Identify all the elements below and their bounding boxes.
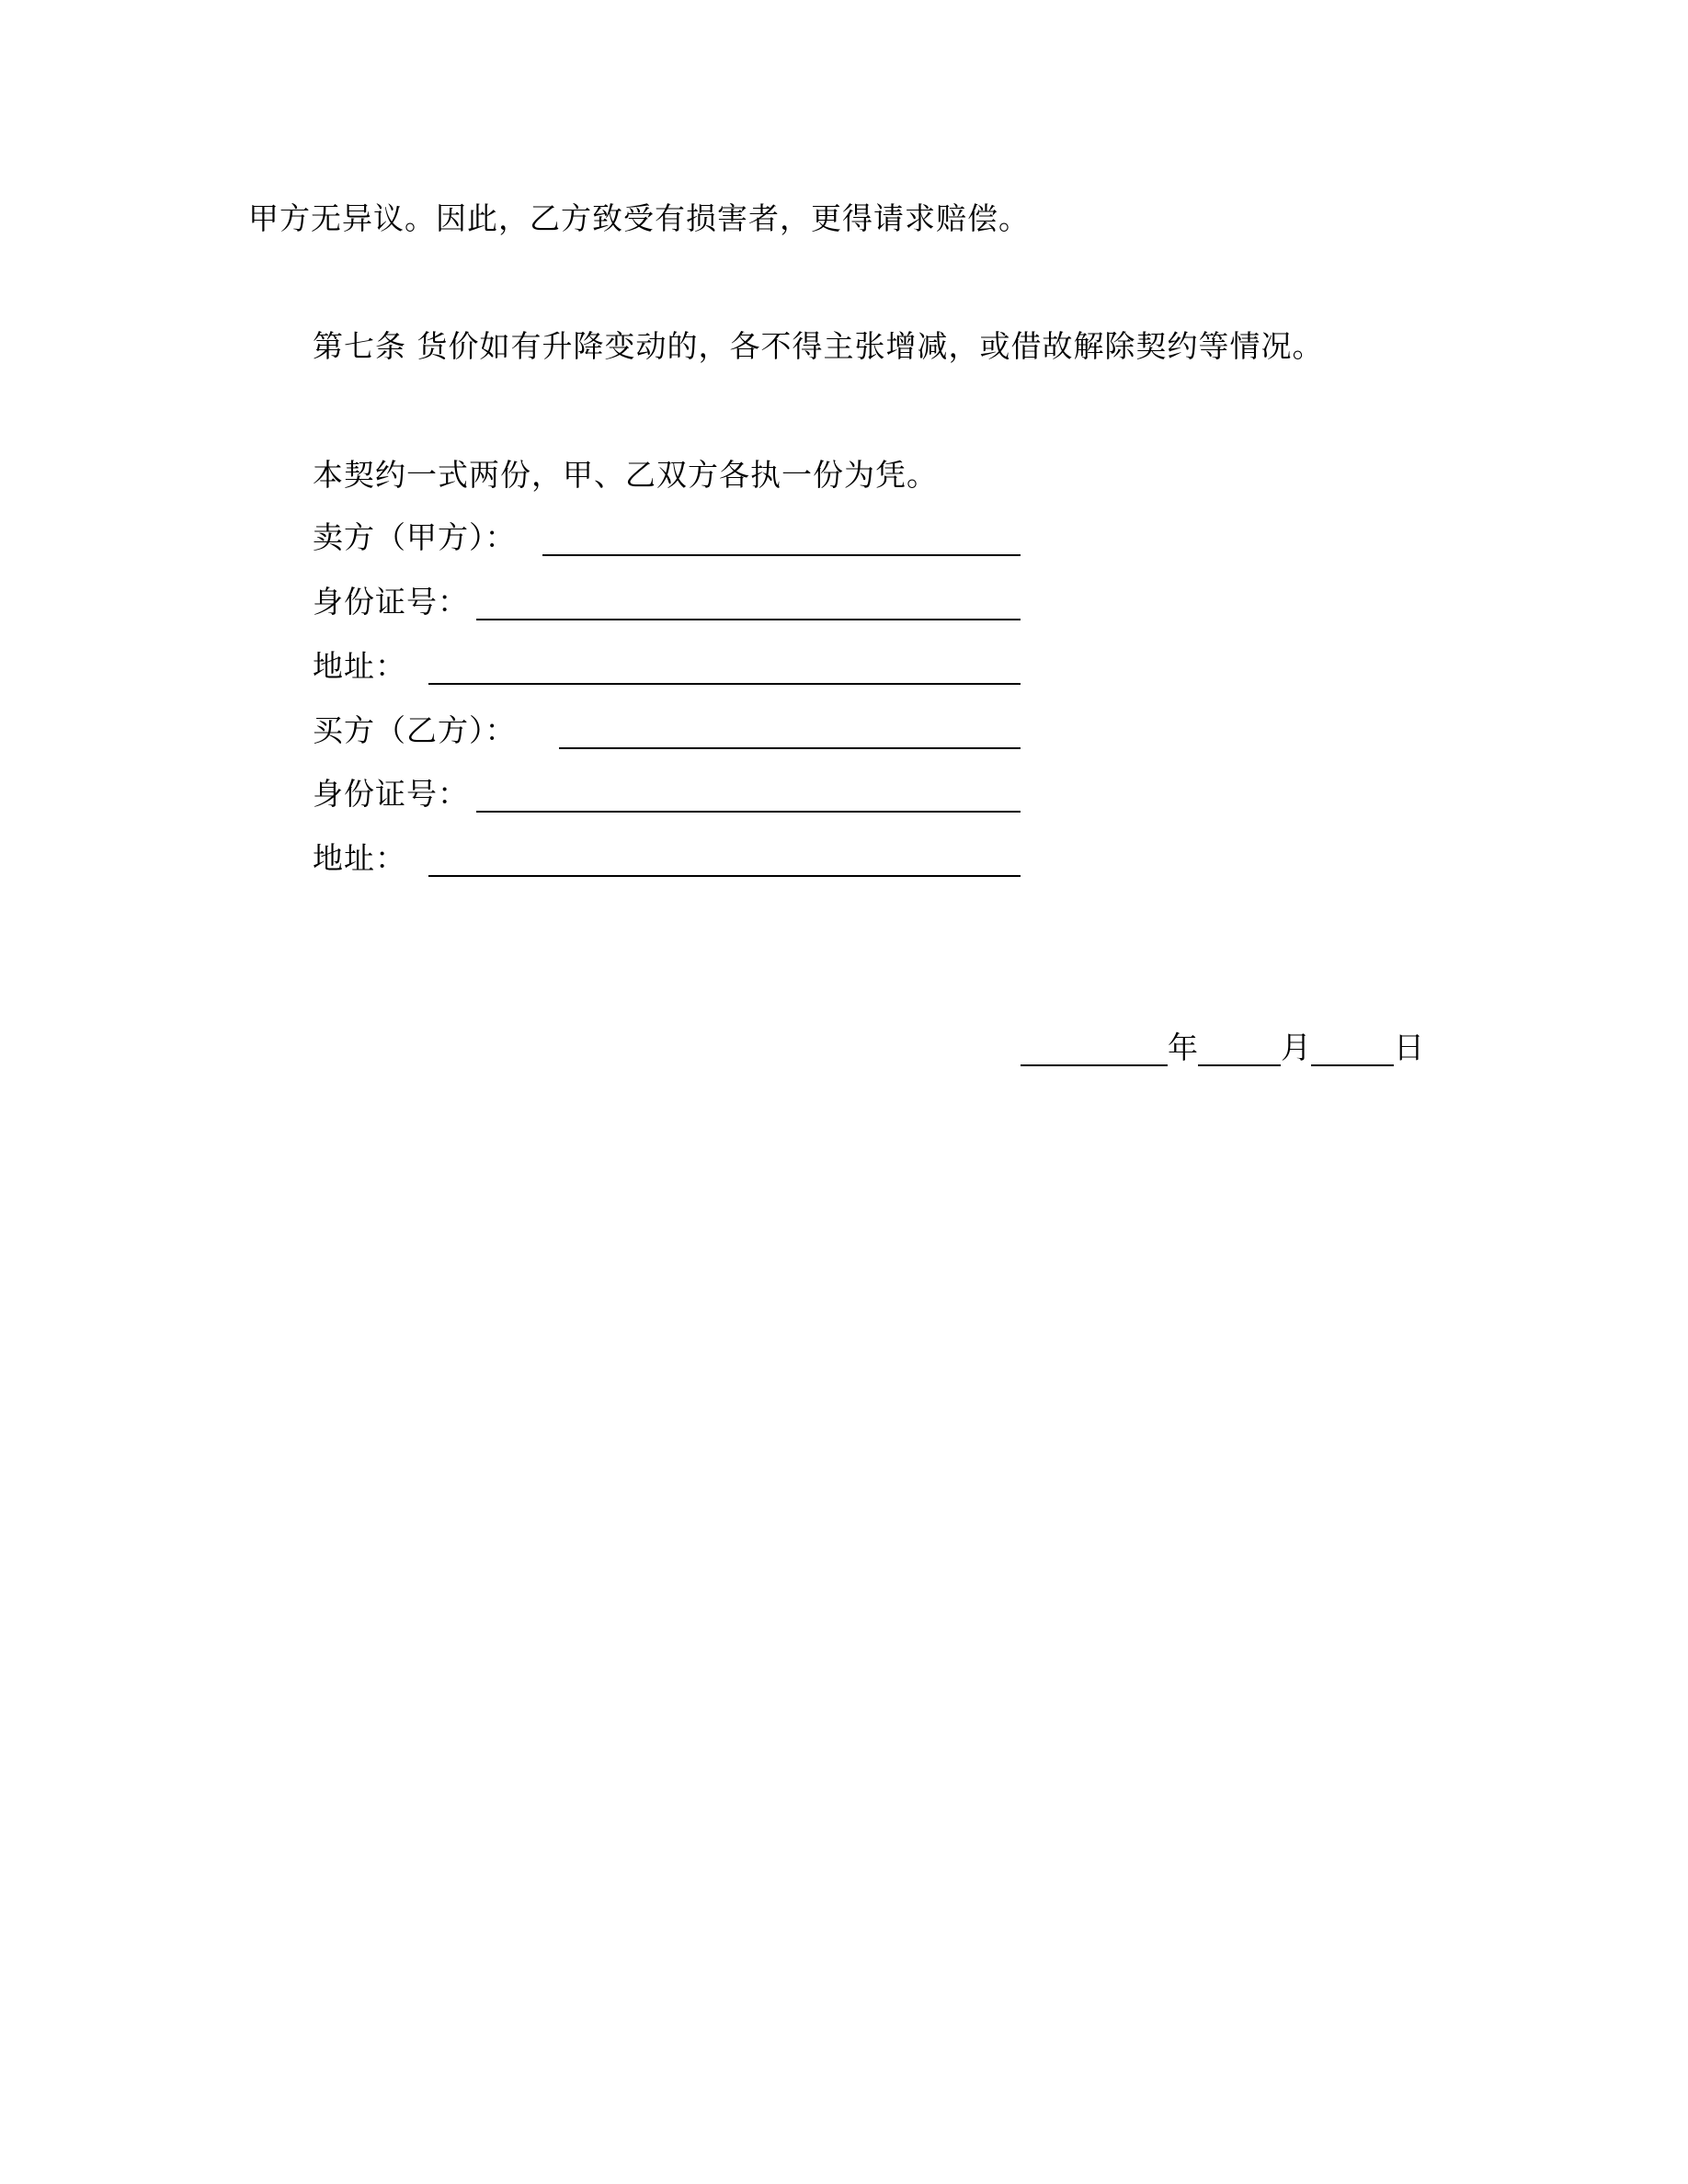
buyer-address-field (313, 840, 1021, 881)
paragraph-damages-clause: 甲方无异议。因此，乙方致受有损害者，更得请求赔偿。 (248, 200, 1030, 236)
paragraph-article-seven: 第七条 货价如有升降变动的，各不得主张增减，或借故解除契约等情况。 (313, 328, 1324, 364)
seller-address-blank-line[interactable] (428, 683, 1021, 685)
seller-id-blank-line[interactable] (476, 619, 1021, 620)
year-blank-line[interactable] (1021, 1031, 1168, 1066)
seller-address-label: 地址： (313, 648, 406, 684)
signing-date (1021, 1029, 1424, 1070)
buyer-id-blank-line[interactable] (476, 811, 1021, 813)
buyer-address-blank-line[interactable] (428, 875, 1021, 877)
buyer-address-label: 地址： (313, 840, 406, 876)
seller-address-field (313, 648, 1021, 688)
seller-id-field (313, 584, 1021, 624)
buyer-id-field (313, 776, 1021, 816)
day-blank-line[interactable] (1311, 1031, 1394, 1066)
year-label: 年 (1168, 1029, 1198, 1065)
buyer-blank-line[interactable] (559, 747, 1021, 749)
seller-field (313, 519, 1021, 560)
buyer-id-label: 身份证号： (313, 776, 469, 812)
seller-label: 卖方（甲方）： (313, 519, 517, 555)
month-blank-line[interactable] (1198, 1031, 1281, 1066)
seller-blank-line[interactable] (542, 554, 1021, 556)
paragraph-copies-clause: 本契约一式两份，甲、乙双方各执一份为凭。 (313, 457, 938, 493)
buyer-label: 买方（乙方）： (313, 712, 517, 748)
seller-id-label: 身份证号： (313, 584, 469, 620)
buyer-field (313, 712, 1021, 753)
month-label: 月 (1281, 1029, 1311, 1065)
day-label: 日 (1394, 1029, 1424, 1065)
